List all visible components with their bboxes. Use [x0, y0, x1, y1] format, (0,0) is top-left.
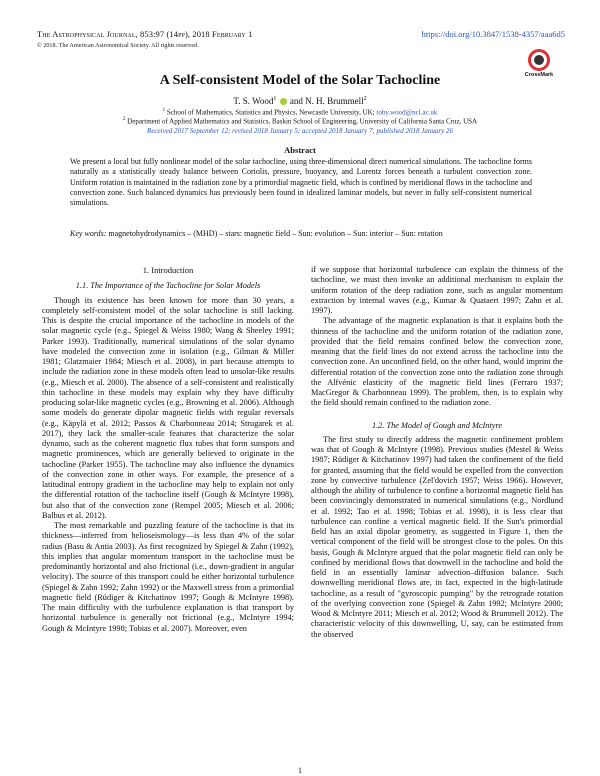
author-conjunction: and [289, 96, 303, 106]
affiliation-text: Department of Applied Mathematics and Statistics, Baskin School of Engineering, University of California Santa Cruz, USA [127, 117, 478, 126]
author-name: T. S. Wood [233, 96, 274, 106]
affiliation [0, 108, 600, 116]
page-number: 1 [298, 766, 302, 775]
body-paragraph: The advantage of the magnetic explanation is that it explains both the thinness of the tachocline and the uniform rotation of the radiation zone, provided that the field remains confined below the convection zone, meaning that the field lines do not extend across the tachocline into the convection zone. An unconfined field, on the other hand, would imprint the differential rotation of the convection zone onto the radiation zone through the Alfvénic elasticity of the magnetic field lines (Ferraro 1937; MacGregor & Charbonneau 1999). The problem, then, is to explain why the field should remain confined to the radiation zone. [311, 316, 563, 408]
doi-link[interactable]: https://doi.org/10.3847/1538-4357/aaa6d5 [421, 29, 565, 39]
author-name: N. H. Brummell [305, 96, 364, 106]
author-affil-mark: 2 [363, 96, 367, 102]
running-header [37, 29, 565, 49]
paper-title: A Self-consistent Model of the Solar Tachocline [159, 73, 441, 88]
abstract-text: We present a local but fully nonlinear model of the solar tachocline, using three-dimensional direct numerical simulations. The tachocline forms naturally as a statistically steady balance between Coriolis, pressure, buoyancy, and Lorentz forces beneath a turbulent convection zone. Uniform rotation is maintained in the radiation zone by a primordial magnetic field, which is confined by meridional flows in the tachocline and convection zone. Such balanced dynamics has previously been found in idealized laminar models, but never in fully self-consistent numerical simulations. [70, 157, 532, 208]
right-column [311, 265, 563, 640]
section-heading: 1. Introduction [142, 265, 194, 275]
orcid-icon[interactable] [280, 98, 287, 105]
section-gap [311, 409, 563, 421]
journal-citation: The Astrophysical Journal, 853:97 (14pp), 2018 February 1 [37, 29, 253, 39]
publication-dates: Received 2017 September 12; revised 2018 January 5; accepted 2018 January 7; published 2018 January 26 [147, 127, 453, 135]
copyright-notice: © 2018. The American Astronomical Society. All rights reserved. [37, 42, 199, 49]
body-paragraph: Though its existence has been known for more than 30 years, a completely self-consistent model of the solar tachocline is still lacking. This is despite the crucial importance of the tachocline in models of the solar magnetic cycle (e.g., Spiegel & Weiss 1980; Wang & Sheeley 1991; Parker 1993). Traditionally, numerical simulations of the solar dynamo have modeled the convection zone in isolation (e.g., Gilman & Miller 1981; Glatzmaier 1984; Miesch et al. 2008), in part because attempts to include the radiation zone in these models often lead to unsolar-like results (e.g., Miesch et al. 2000). The absence of a self-consistent and realistically thin tachocline in these models may explain why they have difficulty producing solar-like magnetic cycles (e.g., Browning et al. 2006). Although some models do generate dipolar magnetic fields with regular reversals (e.g., Käpylä et al. 2012; Passos & Charbonneau 2014; Strugarek et al. 2017), they lack the smaller-scale features that characterize the solar dynamo, such as the coherent magnetic flux tubes that form sunspots and magnetic prominences, which are generally believed to originate in the tachocline (Parker 1955). The tachocline may also influence the dynamics of the convection zone in other ways. For example, the presence of a latitudinal entropy gradient in the tachocline may help to explain not only the differential rotation of the tachocline itself (Gough & McIntyre 1998), but also that of the convection zone (Rempel 2005; Miesch et al. 2006; Balbus et al. 2012). [42, 295, 294, 520]
crossmark-icon [528, 49, 550, 71]
keywords [70, 229, 532, 239]
author-email-link[interactable]: toby.wood@ncl.ac.uk [376, 108, 438, 117]
author-list [0, 96, 600, 106]
affiliation-mark: 2 [122, 117, 126, 122]
body-paragraph: The first study to directly address the magnetic confinement problem was that of Gough & McIntyre (1998). Previous studies (Mestel & Weiss 1987; Rüdiger & Kitchatinov 1997) had taken the confinement of the field for granted, assuming that the field would be expelled from the convection zone by convective turbulence (Zel'dovich 1957; Weiss 1966). However, although the ability of turbulence to confine a horizontal magnetic field has been convincingly demonstrated in numerical simulations (e.g., Nordlund et al. 1992; Tao et al. 1998; Tobias et al. 1998), it is less clear that turbulence can confine a vertical magnetic field. If the Sun's primordial field has an axial dipolar geometry, as suggested in Figure 1, then the vertical component of the field will be strongest close to the poles. On this basis, Gough & McIntyre argued that the polar magnetic field can only be confined by meridional flows that downwell in the tachocline and hold the field in an essentially laminar advection–diffusion balance. Such downwelling meridional flows are, in fact, expected in the high-latitude tachocline, as a result of "gyroscopic pumping" by the retrograde rotation of the overlying convection zone (Spiegel & Zahn 1992; McIntyre 2000; Wood & McIntyre 2011; Miesch et al. 2012; Wood & Brummell 2012). The characteristic velocity of this downwelling, U, say, can be estimated from the observed [311, 434, 563, 639]
keywords-list: magnetohydrodynamics – (MHD) – stars: magnetic field – Sun: evolution – Sun: interior – Sun: rotation [108, 229, 443, 238]
body-paragraph: The most remarkable and puzzling feature of the tachocline is that its thickness—inferred from helioseismology—is less than 4% of the solar radius (Basu & Antia 2003). As first recognized by Spiegel & Zahn (1992), this implies that angular momentum transport in the tachocline must be predominantly horizontal and also frictional (i.e., down-gradient in angular velocity). The source of this transport could be either horizontal turbulence (Spiegel & Zahn 1992; Zahn 1992) or the Maxwell stress from a primordial magnetic field (Rüdiger & Kitchatinov 1997; Gough & McIntyre 1998). The main difficulty with the turbulence explanation is that transport by horizontal turbulence is generally not frictional (e.g., McIntyre 1994; Gough & McIntyre 1998; Tobias et al. 2007). Moreover, even [42, 521, 294, 633]
subsection-heading: 1.1. The Importance of the Tachocline for Solar Models [75, 281, 261, 291]
crossmark-label: CrossMark [524, 72, 554, 78]
left-column [42, 265, 294, 634]
affiliation-mark: 1 [162, 108, 166, 113]
abstract-heading: Abstract [284, 145, 316, 155]
subsection-heading: 1.2. The Model of Gough and McIntyre [371, 420, 503, 430]
affiliation-text: School of Mathematics, Statistics and Physics, Newcastle University, UK; [166, 108, 375, 117]
body-paragraph: if we suppose that horizontal turbulence can explain the thinness of the tachocline, we must then invoke an additional mechanism to explain the uniform rotation of the deep radiation zone, such as angular momentum extraction by internal waves (e.g., Kumar & Quataert 1997; Zahn et al. 1997). [311, 265, 563, 315]
keywords-label: Key words: [70, 229, 107, 238]
author-affil-mark: 1 [273, 96, 277, 102]
affiliation [0, 117, 600, 125]
